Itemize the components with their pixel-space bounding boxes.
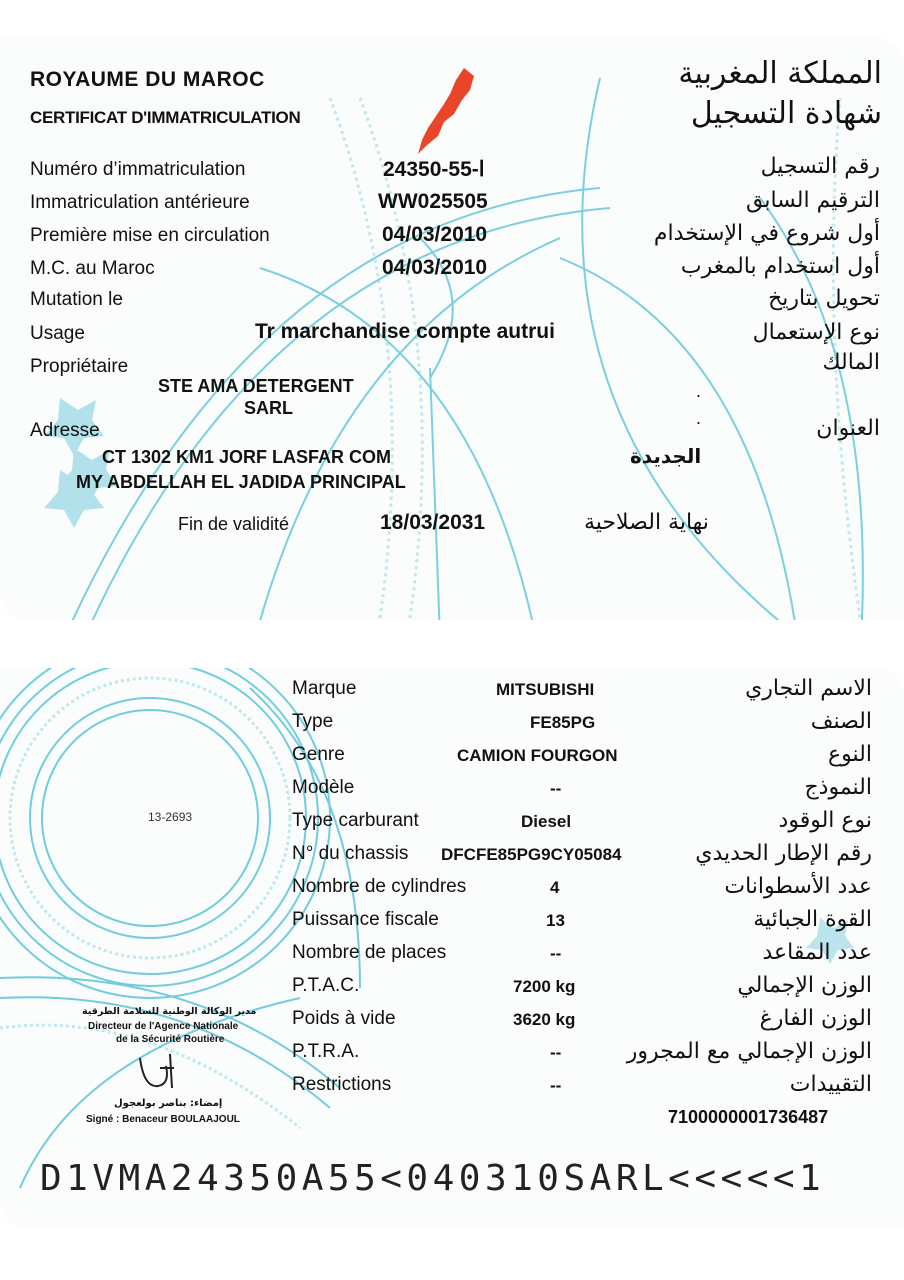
- brand-value: MITSUBISHI: [496, 680, 595, 699]
- genre-label-ar: النوع: [828, 742, 872, 767]
- chassis-value: DFCFE85PG9CY05084: [441, 845, 622, 864]
- genre-label: Genre: [292, 744, 345, 765]
- address-label: Adresse: [30, 420, 100, 441]
- usage-value: Tr marchandise compte autrui: [255, 320, 555, 343]
- model-label: Modèle: [292, 777, 355, 798]
- address-label-ar: العنوان: [816, 416, 880, 441]
- ptac-label-ar: الوزن الإجمالي: [737, 973, 872, 998]
- validity-label: Fin de validité: [178, 514, 290, 534]
- signed-by-ar: إمضاء: بناصر بولعجول: [114, 1098, 223, 1109]
- ptac-value: 7200 kg: [513, 977, 576, 996]
- chassis-label: N° du chassis: [292, 843, 409, 864]
- first-circulation-label: Première mise en circulation: [30, 225, 270, 246]
- fuel-type-label-ar: نوع الوقود: [778, 808, 872, 833]
- model-label-ar: النموذج: [804, 775, 872, 800]
- previous-registration-value: WW025505: [378, 190, 488, 213]
- serial-small: 13-2693: [148, 810, 193, 824]
- owner-dot-1: .: [696, 381, 702, 401]
- owner-label-ar: المالك: [822, 350, 880, 375]
- empty-weight-label-ar: الوزن الفارغ: [759, 1006, 872, 1031]
- registration-number-label: Numéro d’immatriculation: [30, 159, 246, 180]
- previous-registration-label-ar: الترقيم السابق: [746, 188, 880, 213]
- type-value: FE85PG: [530, 713, 596, 732]
- cylinders-label-ar: عدد الأسطوانات: [724, 874, 872, 899]
- fiscal-power-label: Puissance fiscale: [292, 909, 439, 930]
- seats-value: --: [550, 944, 562, 963]
- brand-label: Marque: [292, 678, 357, 699]
- card-number: 7100000001736487: [668, 1107, 829, 1127]
- type-label: Type: [292, 711, 334, 732]
- owner-label: Propriétaire: [30, 356, 129, 377]
- empty-weight-label: Poids à vide: [292, 1008, 396, 1029]
- mutation-label-ar: تحويل بتاريخ: [768, 286, 880, 311]
- mc-morocco-value: 04/03/2010: [382, 256, 488, 279]
- validity-label-ar: نهاية الصلاحية: [584, 510, 709, 535]
- usage-label: Usage: [30, 323, 85, 344]
- director-title-fr-1: Directeur de l'Agence Nationale: [88, 1021, 239, 1032]
- cylinders-value: 4: [550, 878, 560, 897]
- mc-morocco-label: M.C. au Maroc: [30, 258, 155, 279]
- mc-morocco-label-ar: أول استخدام بالمغرب: [680, 254, 880, 279]
- registration-number-label-ar: رقم التسجيل: [760, 154, 880, 179]
- document-title-fr: CERTIFICAT D'IMMATRICULATION: [30, 108, 301, 127]
- ptra-label-ar: الوزن الإجمالي مع المجرور: [626, 1039, 872, 1064]
- address-city-ar: الجديدة: [630, 444, 702, 468]
- fiscal-power-value: 13: [546, 911, 565, 930]
- fuel-type-label: Type carburant: [292, 810, 419, 831]
- empty-weight-value: 3620 kg: [513, 1010, 576, 1029]
- director-signature: [130, 1048, 190, 1098]
- brand-label-ar: الاسم التجاري: [745, 676, 872, 701]
- registration-card-front: [0, 38, 904, 620]
- usage-label-ar: نوع الإستعمال: [752, 320, 880, 345]
- restrictions-label: Restrictions: [292, 1074, 392, 1095]
- director-title-fr-2: de la Sécurité Routière: [116, 1034, 225, 1045]
- document-title-ar: شهادة التسجيل: [690, 96, 882, 131]
- type-label-ar: الصنف: [810, 709, 872, 734]
- machine-readable-zone: D1VMA24350A55<040310SARL<<<<<1: [40, 1158, 826, 1199]
- mutation-label: Mutation le: [30, 289, 123, 310]
- morocco-map-logo: [414, 66, 478, 156]
- seats-label: Nombre de places: [292, 942, 447, 963]
- restrictions-label-ar: التقييدات: [789, 1072, 872, 1097]
- ptac-label: P.T.A.C.: [292, 975, 360, 996]
- previous-registration-label: Immatriculation antérieure: [30, 192, 250, 213]
- registration-card-back: [0, 668, 904, 1228]
- genre-value: CAMION FOURGON: [457, 746, 618, 765]
- fuel-type-value: Diesel: [521, 812, 572, 831]
- owner-name-line2: SARL: [244, 398, 293, 418]
- owner-name-line1: STE AMA DETERGENT: [158, 376, 354, 396]
- ptra-label: P.T.R.A.: [292, 1041, 360, 1062]
- first-circulation-value: 04/03/2010: [382, 223, 488, 246]
- cylinders-label: Nombre de cylindres: [292, 876, 467, 897]
- signed-by-fr: Signé : Benaceur BOULAAJOUL: [86, 1114, 240, 1125]
- country-title-ar: المملكة المغربية: [678, 56, 882, 91]
- validity-value: 18/03/2031: [380, 511, 486, 534]
- first-circulation-label-ar: أول شروع في الإستخدام: [653, 221, 880, 246]
- address-line1: CT 1302 KM1 JORF LASFAR COM: [102, 447, 392, 467]
- chassis-label-ar: رقم الإطار الحديدي: [695, 841, 872, 866]
- seats-label-ar: عدد المقاعد: [762, 940, 872, 965]
- country-title-fr: ROYAUME DU MAROC: [30, 68, 265, 91]
- restrictions-value: --: [550, 1076, 562, 1095]
- director-title-ar: مدير الوكالة الوطنية للسلامة الطرقية: [82, 1006, 257, 1017]
- address-line2: MY ABDELLAH EL JADIDA PRINCIPAL: [76, 472, 406, 492]
- ptra-value: --: [550, 1043, 562, 1062]
- model-value: --: [550, 779, 562, 798]
- owner-dot-2: .: [696, 408, 702, 428]
- registration-number-value: 24350-ا-55: [383, 158, 485, 181]
- fiscal-power-label-ar: القوة الجبائية: [753, 907, 872, 932]
